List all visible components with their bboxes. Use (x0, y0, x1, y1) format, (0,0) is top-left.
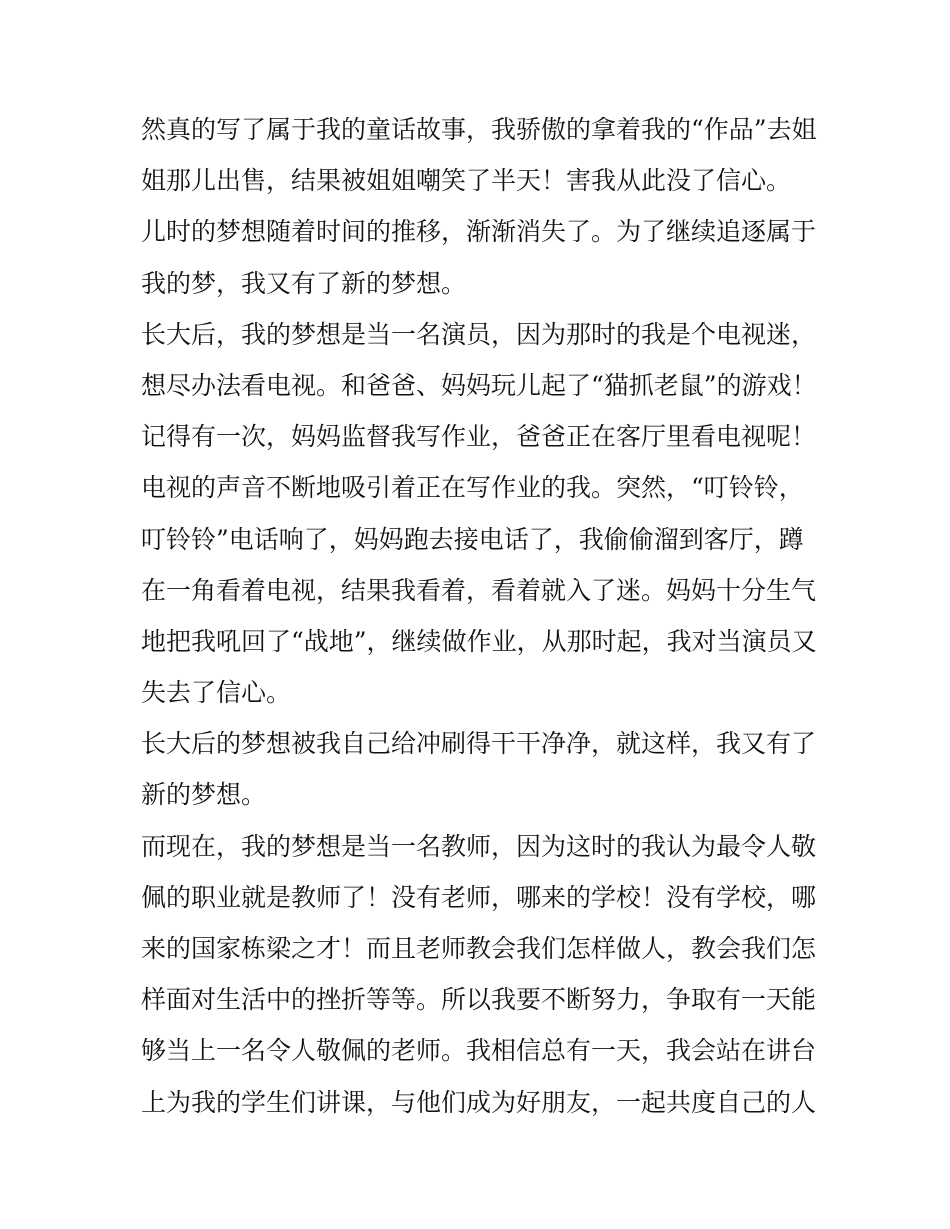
text-line: 地把我吼回了“战地”，继续做作业，从那时起，我对当演员又 (141, 626, 817, 656)
text-line: 儿时的梦想随着时间的推移，渐渐消失了。为了继续追逐属于 (141, 217, 817, 247)
text-line: 失去了信心。 (141, 678, 292, 708)
text-line: 想尽办法看电视。和爸爸、妈妈玩儿起了“猫抓老鼠”的游戏！ (141, 370, 817, 400)
text-line: 我的梦，我又有了新的梦想。 (141, 268, 467, 298)
text-line: 叮铃铃”电话响了，妈妈跑去接电话了，我偷偷溜到客厅，蹲 (141, 524, 804, 554)
text-line: 在一角看着电视，结果我看着，看着就入了迷。妈妈十分生气 (141, 575, 817, 605)
text-line: 然真的写了属于我的童话故事，我骄傲的拿着我的“作品”去姐 (141, 115, 817, 144)
text-line: 新的梦想。 (141, 780, 267, 810)
text-line: 佩的职业就是教师了！没有老师，哪来的学校！没有学校，哪 (141, 882, 817, 912)
essay-text (141, 104, 821, 1128)
text-line: 姐那儿出售，结果被姐姐嘲笑了半天！害我从此没了信心。 (141, 166, 792, 196)
text-line: 电视的声音不断地吸引着正在写作业的我。突然，“叮铃铃， (141, 473, 804, 503)
text-line: 样面对生活中的挫折等等。所以我要不断努力，争取有一天能 (141, 985, 817, 1015)
text-line: 够当上一名令人敬佩的老师。我相信总有一天，我会站在讲台 (141, 1036, 817, 1066)
text-line: 记得有一次，妈妈监督我写作业，爸爸正在客厅里看电视呢！ (141, 422, 817, 452)
text-line: 来的国家栋梁之才！而且老师教会我们怎样做人，教会我们怎 (141, 934, 817, 963)
text-line: 而现在，我的梦想是当一名教师，因为这时的我认为最令人敬 (141, 831, 817, 861)
text-line: 上为我的学生们讲课，与他们成为好朋友，一起共度自己的人 (141, 1087, 817, 1117)
text-line: 长大后的梦想被我自己给冲刷得干干净净，就这样，我又有了 (141, 729, 817, 759)
text-line: 长大后，我的梦想是当一名演员，因为那时的我是个电视迷， (141, 319, 817, 349)
